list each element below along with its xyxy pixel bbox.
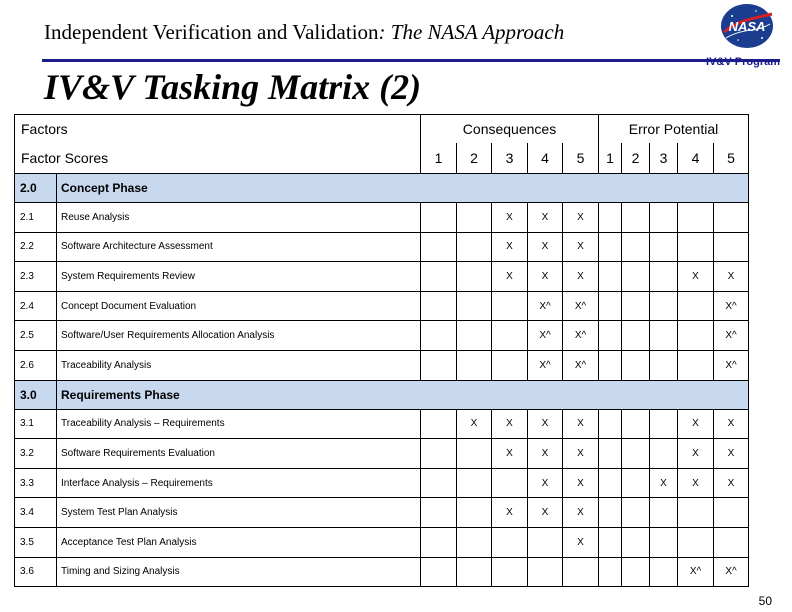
table-row — [15, 262, 749, 292]
phase-row — [15, 380, 749, 409]
consequence-score-1: 1 — [421, 143, 457, 174]
table-row — [15, 527, 749, 557]
consequence-cell-5: X — [563, 232, 599, 262]
consequence-cell-2 — [457, 232, 492, 262]
consequence-cell-1 — [421, 262, 457, 292]
consequence-cell-2: X — [457, 409, 492, 439]
page-title: IV&V Tasking Matrix (2) — [44, 67, 422, 107]
error-cell-4: X — [678, 409, 714, 439]
consequence-score-2: 2 — [457, 143, 492, 174]
task-label: Software/User Requirements Allocation Analysis — [57, 321, 421, 351]
error-cell-3 — [650, 262, 678, 292]
page-number: 50 — [758, 594, 772, 608]
table-row — [15, 557, 749, 587]
error-score-3: 3 — [650, 143, 678, 174]
error-cell-5: X^ — [714, 557, 749, 587]
error-cell-5: X^ — [714, 321, 749, 351]
task-label: System Requirements Review — [57, 262, 421, 292]
error-cell-1 — [599, 232, 622, 262]
consequence-cell-5: X — [563, 203, 599, 233]
table-row — [15, 350, 749, 380]
error-cell-4: X — [678, 439, 714, 469]
tasking-matrix-table — [14, 114, 749, 587]
consequence-cell-4: X — [528, 203, 563, 233]
error-cell-5 — [714, 498, 749, 528]
phase-label: Requirements Phase — [57, 380, 749, 409]
consequence-cell-5: X^ — [563, 321, 599, 351]
error-cell-5: X — [714, 409, 749, 439]
error-cell-3 — [650, 203, 678, 233]
consequence-cell-2 — [457, 468, 492, 498]
task-label: System Test Plan Analysis — [57, 498, 421, 528]
consequence-cell-5: X^ — [563, 350, 599, 380]
error-cell-5: X — [714, 468, 749, 498]
error-cell-3 — [650, 557, 678, 587]
consequence-cell-1 — [421, 321, 457, 351]
error-cell-4 — [678, 527, 714, 557]
error-cell-2 — [622, 203, 650, 233]
error-cell-3 — [650, 527, 678, 557]
task-number: 3.6 — [15, 557, 57, 587]
consequence-cell-4: X^ — [528, 291, 563, 321]
consequence-cell-5: X — [563, 498, 599, 528]
consequence-cell-2 — [457, 321, 492, 351]
consequence-cell-4 — [528, 527, 563, 557]
error-cell-4 — [678, 321, 714, 351]
consequence-cell-2 — [457, 291, 492, 321]
consequence-cell-4: X^ — [528, 350, 563, 380]
consequence-cell-1 — [421, 468, 457, 498]
error-cell-3 — [650, 409, 678, 439]
task-label: Concept Document Evaluation — [57, 291, 421, 321]
factors-header: Factors — [15, 115, 421, 144]
table-row — [15, 321, 749, 351]
error-cell-1 — [599, 291, 622, 321]
table-row — [15, 291, 749, 321]
error-cell-1 — [599, 468, 622, 498]
consequence-score-4: 4 — [528, 143, 563, 174]
consequence-cell-3 — [492, 468, 528, 498]
consequence-cell-4: X — [528, 409, 563, 439]
error-cell-4: X — [678, 262, 714, 292]
consequence-cell-3: X — [492, 439, 528, 469]
error-cell-5: X — [714, 262, 749, 292]
presentation-subtitle — [44, 20, 564, 45]
error-cell-3 — [650, 321, 678, 351]
task-label: Acceptance Test Plan Analysis — [57, 527, 421, 557]
consequence-cell-3: X — [492, 203, 528, 233]
task-number: 3.5 — [15, 527, 57, 557]
error-cell-2 — [622, 321, 650, 351]
subtitle-plain: Independent Verification and Validation — [44, 20, 379, 44]
task-number: 3.2 — [15, 439, 57, 469]
error-cell-1 — [599, 527, 622, 557]
error-cell-5: X^ — [714, 291, 749, 321]
header-row-scores — [15, 143, 749, 174]
error-cell-3 — [650, 439, 678, 469]
consequence-cell-1 — [421, 203, 457, 233]
consequence-cell-5: X — [563, 439, 599, 469]
header-row-groups — [15, 115, 749, 144]
table-row — [15, 409, 749, 439]
table-row — [15, 203, 749, 233]
error-cell-2 — [622, 468, 650, 498]
error-cell-2 — [622, 557, 650, 587]
consequence-score-3: 3 — [492, 143, 528, 174]
consequence-cell-4 — [528, 557, 563, 587]
error-cell-3 — [650, 291, 678, 321]
error-cell-2 — [622, 439, 650, 469]
program-label: IV&V Program — [706, 56, 780, 68]
phase-number: 3.0 — [15, 380, 57, 409]
consequence-cell-2 — [457, 350, 492, 380]
error-score-2: 2 — [622, 143, 650, 174]
task-number: 2.2 — [15, 232, 57, 262]
error-cell-5: X — [714, 439, 749, 469]
consequence-cell-3: X — [492, 498, 528, 528]
error-cell-4 — [678, 350, 714, 380]
error-cell-2 — [622, 527, 650, 557]
error-cell-3 — [650, 498, 678, 528]
task-number: 2.4 — [15, 291, 57, 321]
error-cell-5 — [714, 232, 749, 262]
task-number: 2.1 — [15, 203, 57, 233]
consequence-cell-4: X — [528, 468, 563, 498]
consequence-cell-2 — [457, 557, 492, 587]
consequence-cell-3 — [492, 527, 528, 557]
consequence-cell-3 — [492, 291, 528, 321]
consequence-cell-1 — [421, 527, 457, 557]
subtitle-italic: : The NASA Approach — [378, 20, 565, 44]
error-cell-3 — [650, 232, 678, 262]
consequence-cell-4: X — [528, 439, 563, 469]
error-cell-4 — [678, 291, 714, 321]
task-label: Timing and Sizing Analysis — [57, 557, 421, 587]
error-cell-4 — [678, 498, 714, 528]
error-cell-3: X — [650, 468, 678, 498]
consequence-cell-3 — [492, 557, 528, 587]
error-potential-header: Error Potential — [599, 115, 749, 144]
consequence-cell-4: X^ — [528, 321, 563, 351]
consequence-cell-5: X — [563, 468, 599, 498]
consequence-cell-2 — [457, 262, 492, 292]
consequence-cell-5: X — [563, 527, 599, 557]
consequence-cell-1 — [421, 439, 457, 469]
task-number: 2.5 — [15, 321, 57, 351]
error-score-4: 4 — [678, 143, 714, 174]
error-cell-2 — [622, 350, 650, 380]
task-number: 2.6 — [15, 350, 57, 380]
consequence-cell-5: X^ — [563, 291, 599, 321]
error-cell-5 — [714, 527, 749, 557]
error-cell-1 — [599, 203, 622, 233]
consequence-cell-1 — [421, 232, 457, 262]
task-label: Traceability Analysis — [57, 350, 421, 380]
error-cell-2 — [622, 291, 650, 321]
header-divider — [42, 59, 780, 62]
task-number: 2.3 — [15, 262, 57, 292]
error-cell-1 — [599, 350, 622, 380]
logo-text: NASA — [728, 19, 766, 34]
consequence-cell-4: X — [528, 232, 563, 262]
phase-number: 2.0 — [15, 174, 57, 203]
consequence-cell-4: X — [528, 262, 563, 292]
consequence-cell-5: X — [563, 262, 599, 292]
task-number: 3.3 — [15, 468, 57, 498]
error-cell-4: X^ — [678, 557, 714, 587]
consequences-header: Consequences — [421, 115, 599, 144]
error-cell-4 — [678, 203, 714, 233]
error-cell-2 — [622, 498, 650, 528]
error-cell-1 — [599, 557, 622, 587]
factor-scores-header: Factor Scores — [15, 143, 421, 174]
task-number: 3.4 — [15, 498, 57, 528]
error-score-5: 5 — [714, 143, 749, 174]
error-cell-3 — [650, 350, 678, 380]
consequence-cell-1 — [421, 498, 457, 528]
phase-label: Concept Phase — [57, 174, 749, 203]
consequence-cell-1 — [421, 291, 457, 321]
consequence-cell-1 — [421, 409, 457, 439]
consequence-cell-2 — [457, 498, 492, 528]
error-cell-1 — [599, 439, 622, 469]
error-cell-2 — [622, 409, 650, 439]
consequence-cell-3: X — [492, 262, 528, 292]
error-cell-1 — [599, 409, 622, 439]
error-score-1: 1 — [599, 143, 622, 174]
consequence-cell-5: X — [563, 409, 599, 439]
error-cell-2 — [622, 262, 650, 292]
task-label: Traceability Analysis – Requirements — [57, 409, 421, 439]
error-cell-1 — [599, 498, 622, 528]
task-label: Software Requirements Evaluation — [57, 439, 421, 469]
table-row — [15, 468, 749, 498]
consequence-cell-4: X — [528, 498, 563, 528]
error-cell-2 — [622, 232, 650, 262]
phase-row — [15, 174, 749, 203]
consequence-cell-5 — [563, 557, 599, 587]
error-cell-5 — [714, 203, 749, 233]
consequence-score-5: 5 — [563, 143, 599, 174]
task-number: 3.1 — [15, 409, 57, 439]
consequence-cell-2 — [457, 527, 492, 557]
nasa-logo-icon — [718, 2, 776, 50]
consequence-cell-2 — [457, 439, 492, 469]
consequence-cell-1 — [421, 350, 457, 380]
table-row — [15, 439, 749, 469]
table-row — [15, 232, 749, 262]
task-label: Software Architecture Assessment — [57, 232, 421, 262]
error-cell-1 — [599, 262, 622, 292]
task-label: Interface Analysis – Requirements — [57, 468, 421, 498]
consequence-cell-3: X — [492, 232, 528, 262]
error-cell-5: X^ — [714, 350, 749, 380]
error-cell-4: X — [678, 468, 714, 498]
table-row — [15, 498, 749, 528]
error-cell-1 — [599, 321, 622, 351]
consequence-cell-3 — [492, 321, 528, 351]
consequence-cell-3: X — [492, 409, 528, 439]
consequence-cell-3 — [492, 350, 528, 380]
error-cell-4 — [678, 232, 714, 262]
consequence-cell-1 — [421, 557, 457, 587]
task-label: Reuse Analysis — [57, 203, 421, 233]
consequence-cell-2 — [457, 203, 492, 233]
